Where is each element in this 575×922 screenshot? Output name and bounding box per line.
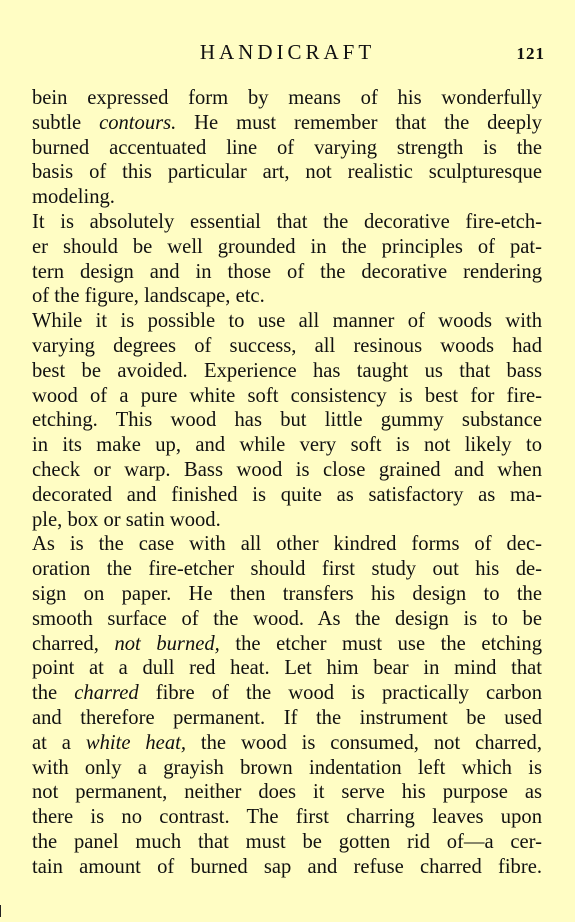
text-line: [32, 433, 542, 458]
text-line: [32, 260, 542, 285]
text-run: modeling.: [32, 186, 115, 209]
text-run: wood of a pure white soft consistency is best for fire-: [32, 384, 542, 407]
text-line: [32, 582, 542, 607]
text-run: best be avoided. Experience has taught us that bass: [32, 359, 542, 382]
text-run: oration the fire-etcher should first study out his de-: [32, 558, 542, 581]
body-text: [32, 86, 542, 880]
text-line: [32, 384, 542, 409]
page-header: [0, 40, 575, 70]
text-line: [32, 855, 542, 880]
text-run: at a: [32, 731, 86, 754]
text-run: charred,: [32, 632, 115, 655]
text-run: tern design and in those of the decorative rendering: [32, 260, 542, 283]
text-line: [32, 532, 542, 557]
text-run: and therefore permanent. If the instrument be used: [32, 706, 542, 729]
text-run: etching. This wood has but little gummy substance: [32, 409, 542, 432]
running-title: HANDICRAFT: [199, 40, 376, 64]
text-run: It is absolutely essential that the decorative fire-etch-: [32, 210, 542, 233]
text-line: [32, 656, 542, 681]
text-line: [32, 458, 542, 483]
text-line: [32, 86, 542, 111]
text-line: [32, 160, 542, 185]
text-run: of the figure, landscape, etc.: [32, 285, 265, 308]
text-run: not permanent, neither does it serve his purpose as: [32, 781, 542, 804]
page-number: 121: [516, 44, 545, 63]
text-run: smooth surface of the wood. As the design is to be: [32, 607, 542, 630]
text-run: He must remember that the deeply: [176, 111, 543, 134]
text-run: As is the case with all other kindred forms of dec-: [32, 533, 542, 556]
text-run: the: [32, 682, 75, 705]
text-line: [32, 136, 542, 161]
italic-text: not burned,: [114, 632, 220, 655]
text-run: basis of this particular art, not realistic sculpturesque: [32, 161, 542, 184]
italic-text: contours.: [99, 111, 177, 134]
text-run: bein expressed form by means of his wonderfully: [32, 87, 542, 109]
text-run: While it is possible to use all manner of woods with: [32, 310, 542, 333]
text-line: [32, 111, 542, 136]
text-run: there is no contrast. The first charring leaves upon: [32, 806, 542, 829]
text-run: subtle: [32, 111, 100, 134]
text-line: [32, 830, 542, 855]
text-run: the panel much that must be gotten rid of—a cer-: [32, 830, 542, 853]
text-run: ple, box or satin wood.: [32, 508, 221, 531]
text-line: [32, 780, 542, 805]
text-line: [32, 805, 542, 830]
text-run: check or warp. Bass wood is close grained and when: [32, 458, 542, 481]
text-line: [32, 185, 542, 210]
text-line: [32, 334, 542, 359]
text-line: [32, 359, 542, 384]
text-line: [32, 756, 542, 781]
text-line: [32, 483, 542, 508]
page-edge-mark: [0, 905, 1, 917]
text-run: er should be well grounded in the principles of pat-: [32, 235, 542, 258]
text-run: decorated and finished is quite as satisfactory as ma-: [32, 483, 542, 506]
text-run: varying degrees of success, all resinous woods had: [32, 334, 542, 357]
text-line: [32, 632, 542, 657]
text-run: point at a dull red heat. Let him bear in mind that: [32, 657, 542, 680]
italic-text: charred: [74, 682, 139, 705]
text-line: [32, 284, 542, 309]
text-line: [32, 408, 542, 433]
text-line: [32, 706, 542, 731]
text-line: [32, 235, 542, 260]
text-line: [32, 557, 542, 582]
text-line: [32, 607, 542, 632]
text-line: [32, 681, 542, 706]
text-run: tain amount of burned sap and refuse charred fibre.: [32, 855, 542, 878]
text-line: [32, 508, 542, 533]
text-run: burned accentuated line of varying strength is the: [32, 136, 542, 159]
text-line: [32, 210, 542, 235]
text-run: the wood is consumed, not charred,: [185, 731, 542, 754]
text-run: in its make up, and while very soft is not likely to: [32, 434, 542, 457]
text-run: with only a grayish brown indentation left which is: [32, 756, 542, 779]
text-line: [32, 309, 542, 334]
text-run: fibre of the wood is practically carbon: [138, 682, 543, 705]
text-run: sign on paper. He then transfers his design to the: [32, 582, 542, 605]
text-run: the etcher must use the etching: [219, 632, 542, 655]
text-line: [32, 731, 542, 756]
italic-text: white heat,: [85, 731, 186, 754]
